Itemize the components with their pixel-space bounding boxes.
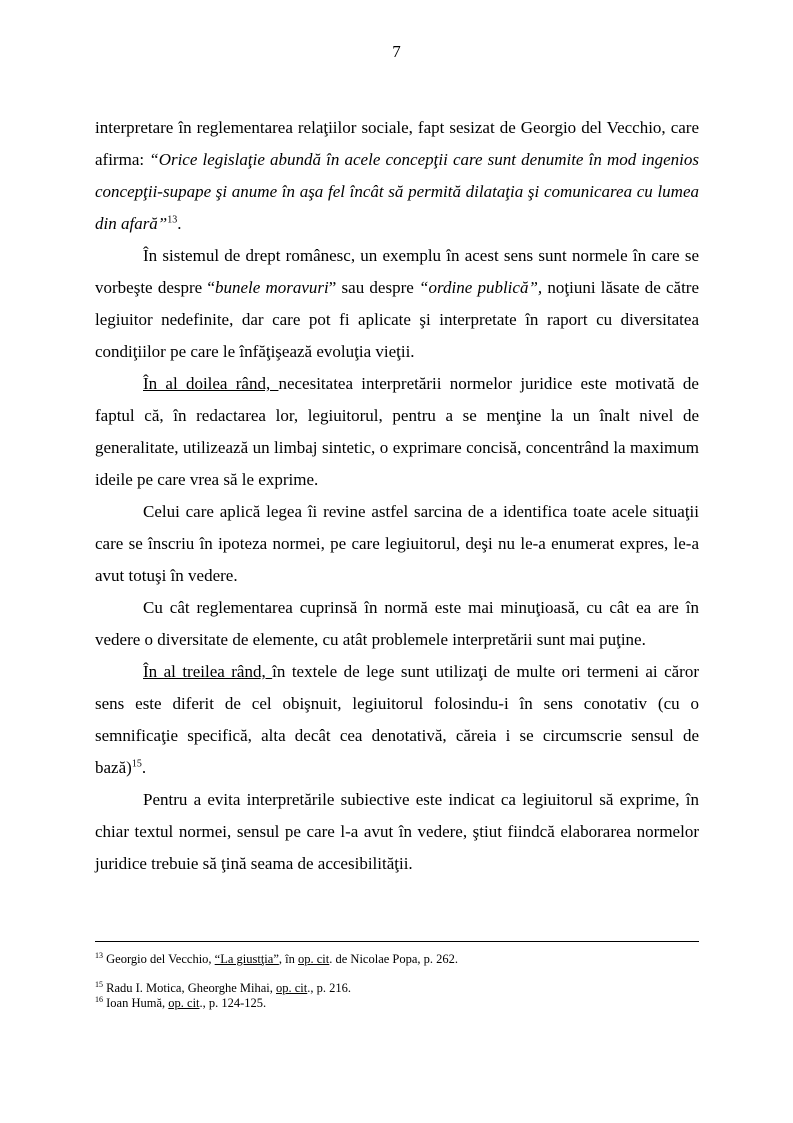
paragraph-avoid-subjective-interpretation — [95, 784, 699, 880]
underlined-text: op. cit — [168, 996, 200, 1010]
italic-text: “Orice legislaţie abundă în acele concepţii care sunt denumite în mod ingenios concepţii-supape şi anume în aşa fel încât să permită dilataţia şi comunicarea cu lumea din afară” — [95, 150, 699, 233]
underlined-text: În al doilea rând, — [143, 374, 279, 393]
footnote-separator — [95, 941, 699, 942]
footnote-15 — [95, 981, 699, 996]
text-run: necesitatea interpretării normelor juridice este motivată de faptul că, în redactarea lor, legiuitorul, pentru a se menţine la un înalt nivel de generalitate, utilizează un limbaj sintetic, o exprimare concisă, concentrând la maximum ideile pe care vrea să le exprime. — [95, 374, 699, 489]
footnote-ref: 15 — [95, 979, 103, 989]
underlined-text: op. cit — [276, 981, 308, 995]
text-run: . — [177, 214, 182, 233]
text-run: interpretare în reglementarea relaţiilor sociale, fapt sesizat de Georgio del Vecchio, care afirma: — [95, 118, 699, 169]
text-run: Ioan Humă, — [103, 996, 169, 1010]
footnote-16 — [95, 996, 699, 1011]
footnote-ref: 15 — [131, 758, 142, 770]
text-run: în textele de lege sunt utilizaţi de multe ori termeni ai căror sens este diferit de cel obişnuit, legiuitorul folosindu-i în sens conotativ (cu o semnificaţie specifică, alta decât cea denotativă, căreia i se circumscrie sensul de bază) — [95, 662, 699, 777]
paragraph-third-reason — [95, 656, 699, 784]
text-run: Pentru a evita interpretările subiective este indicat ca legiuitorul să exprime, în chiar textul normei, sensul pe care l-a avut în vedere, ştiut fiindcă elaborarea normelor juridice trebuie să ţină seama de accesibilităţii. — [95, 790, 699, 873]
text-run: Cu cât reglementarea cuprinsă în normă este mai minuţioasă, cu cât ea are în vedere o diversitate de elemente, cu atât problemele interpretării sunt mai puţine. — [95, 598, 699, 649]
paragraph-second-reason — [95, 368, 699, 496]
footnote-ref: 13 — [167, 214, 178, 226]
text-run: ., p. 216. — [307, 981, 351, 995]
footnote-13 — [95, 952, 699, 967]
text-run: . — [141, 758, 147, 777]
body-text — [95, 112, 699, 880]
footnotes — [95, 952, 699, 1011]
text-run: ” sau despre — [328, 278, 420, 297]
text-run: , în — [278, 952, 298, 966]
text-run: În sistemul de drept românesc, un exemplu în acest sens sunt normele în care se vorbeşte despre “ — [95, 246, 699, 297]
text-run: ., p. 124-125. — [199, 996, 267, 1010]
underlined-text: “La giustţia” — [214, 952, 279, 966]
paragraph-law-applier-task — [95, 496, 699, 592]
page-number: 7 — [392, 42, 401, 61]
footnote-ref: 13 — [95, 950, 103, 960]
italic-text: “ordine publică”, — [419, 278, 543, 297]
text-run: Radu I. Motica, Gheorghe Mihai, — [103, 981, 276, 995]
footnote-ref: 16 — [95, 994, 103, 1004]
text-run: . de Nicolae Popa, p. 262. — [329, 952, 459, 966]
underlined-text: op. cit — [298, 952, 330, 966]
paragraph-romanian-law-example — [95, 240, 699, 368]
underlined-text: În al treilea rând, — [143, 662, 273, 681]
paragraph-regulation-detail — [95, 592, 699, 656]
italic-text: bunele moravuri — [214, 278, 329, 297]
text-run: Georgio del Vecchio, — [103, 952, 215, 966]
paragraph-georgio-del-vecchio-quote — [95, 112, 699, 240]
text-run: Celui care aplică legea îi revine astfel sarcina de a identifica toate acele situaţii care se înscriu în ipoteza normei, pe care legiuitorul, deşi nu le-a enumerat expres, le-a avut totuşi în vedere. — [95, 502, 699, 585]
text-run: noţiuni lăsate de către legiuitor nedefinite, dar care pot fi aplicate şi interpretate în raport cu diversitatea condiţiilor pe care le înfăţişează evoluţia vieţii. — [95, 278, 700, 361]
